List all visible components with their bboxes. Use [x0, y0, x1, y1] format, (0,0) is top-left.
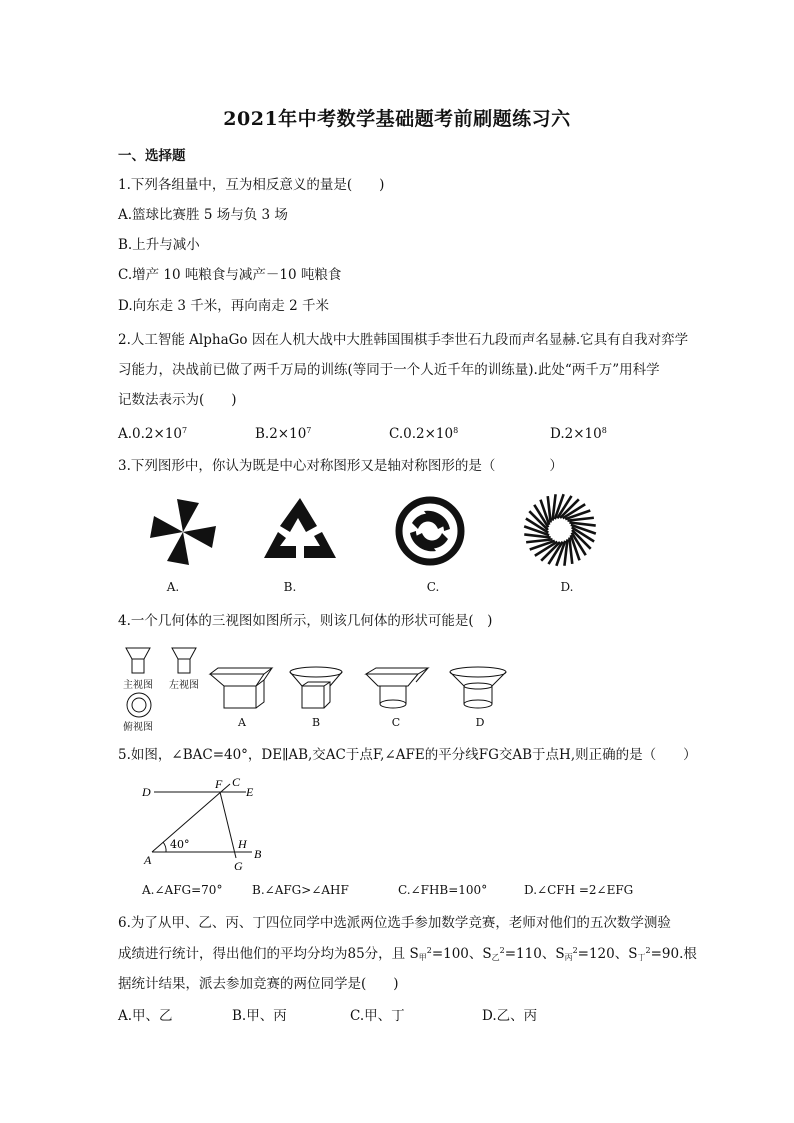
q3-label-c: C. [426, 580, 440, 594]
q1-option-a: A.篮球比赛胜 5 场与负 3 场 [118, 207, 288, 223]
q6-line-1: 6.为了从甲、乙、丙、丁四位同学中选派两位选手参加数学竞赛，老师对他们的五次数学测验 [118, 915, 671, 931]
q5-option-a: A.∠AFG=70° [142, 883, 223, 897]
q1-option-d: D.向东走 3 千米，再向南走 2 千米 [118, 298, 329, 314]
q3-figure-a-pinwheel [148, 497, 218, 567]
q2-option-c: $C.0.2\times 10^8$ [389, 426, 459, 442]
q4-label-front: 主视图 [123, 680, 153, 691]
q5-point-f: F [215, 777, 223, 791]
page-title: 2021年中考数学基础题考前刷题练习六 [223, 108, 571, 130]
q3-label-b: B. [283, 580, 297, 594]
q5-point-g: G [234, 859, 243, 873]
q4-label-side: 左视图 [169, 680, 199, 691]
q4-label-top: 俯视图 [123, 722, 153, 733]
q6-option-b: B.甲、丙 [232, 1008, 287, 1024]
q4-label-c: C [391, 716, 401, 729]
q4-top-view [124, 690, 154, 720]
q5-option-c: C.∠FHB=100° [398, 883, 488, 897]
q6-option-a: A.甲、乙 [118, 1008, 173, 1024]
q4-label-d: D [475, 716, 485, 729]
q5-point-e: E [246, 785, 254, 799]
q5-point-c: C [232, 775, 241, 789]
section-heading: 一、选择题 [118, 148, 186, 164]
q2-option-d: $D.2\times 10^8$ [550, 426, 607, 442]
q3-label-a: A. [166, 580, 180, 594]
q2-option-b: $B.2\times 10^7$ [255, 426, 312, 442]
q4-option-a-figure [208, 666, 274, 712]
q4-front-view [124, 646, 152, 676]
q2-option-a: $A.0.2\times 10^7$ [118, 426, 188, 442]
q3-figure-d-spiral [520, 490, 600, 570]
q4-option-d-figure [448, 666, 508, 712]
q5-stem: 5.如图，∠BAC=40°，DE∥AB,交AC于点F,∠AFE的平分线FG交AB于点H,则正确的是（ ） [118, 747, 697, 763]
q5-option-d: D.∠CFH =2∠EFG [524, 883, 634, 897]
q3-figure-c-ring [393, 494, 467, 568]
q5-point-b: B [254, 847, 262, 861]
q4-option-c-figure [364, 666, 430, 712]
q6-line-3: 据统计结果，派去参加竞赛的两位同学是( ) [118, 976, 399, 992]
q1-option-c: C.增产 10 吨粮食与减产－10 吨粮食 [118, 267, 342, 283]
q5-angle-label: 40° [170, 838, 190, 851]
q3-stem: 3.下列图形中，你认为既是中心对称图形又是轴对称图形的是（ ） [118, 458, 563, 474]
q5-point-h: H [238, 837, 247, 851]
q4-option-b-figure [288, 666, 344, 712]
q6-line-2: 成绩进行统计，得出他们的平均分均为85分，且 $S_甲^2=100$、$S_乙^2=110$、$S_丙^2=120$、$S_丁^2=90$.根 [118, 946, 697, 962]
q2-line-3: 记数法表示为( ) [118, 392, 237, 408]
q4-label-b: B [311, 716, 321, 729]
q1-stem: 1.下列各组量中，互为相反意义的量是( ) [118, 177, 385, 193]
q5-point-d: D [142, 785, 151, 799]
q3-label-d: D. [560, 580, 574, 594]
q5-geometry-figure [140, 774, 270, 874]
q4-stem: 4.一个几何体的三视图如图所示，则该几何体的形状可能是( ) [118, 613, 493, 629]
q5-option-b: B.∠AFG>∠AHF [252, 883, 349, 897]
q6-option-d: D.乙、丙 [482, 1008, 538, 1024]
q2-line-2: 习能力，决战前已做了两千万局的训练(等同于一个人近千年的训练量).此处“两千万”用科学 [118, 362, 660, 378]
q2-line-1: 2.人工智能 AlphaGo 因在人机大战中大胜韩国围棋手李世石九段而声名显赫.它具有自我对弈学 [118, 332, 689, 348]
q5-point-a: A [144, 853, 152, 867]
q4-side-view [170, 646, 198, 676]
q6-option-c: C.甲、丁 [350, 1008, 405, 1024]
q4-label-a: A [238, 716, 246, 729]
q3-figure-b-triangle [262, 496, 338, 568]
q1-option-b: B.上升与减小 [118, 237, 200, 253]
